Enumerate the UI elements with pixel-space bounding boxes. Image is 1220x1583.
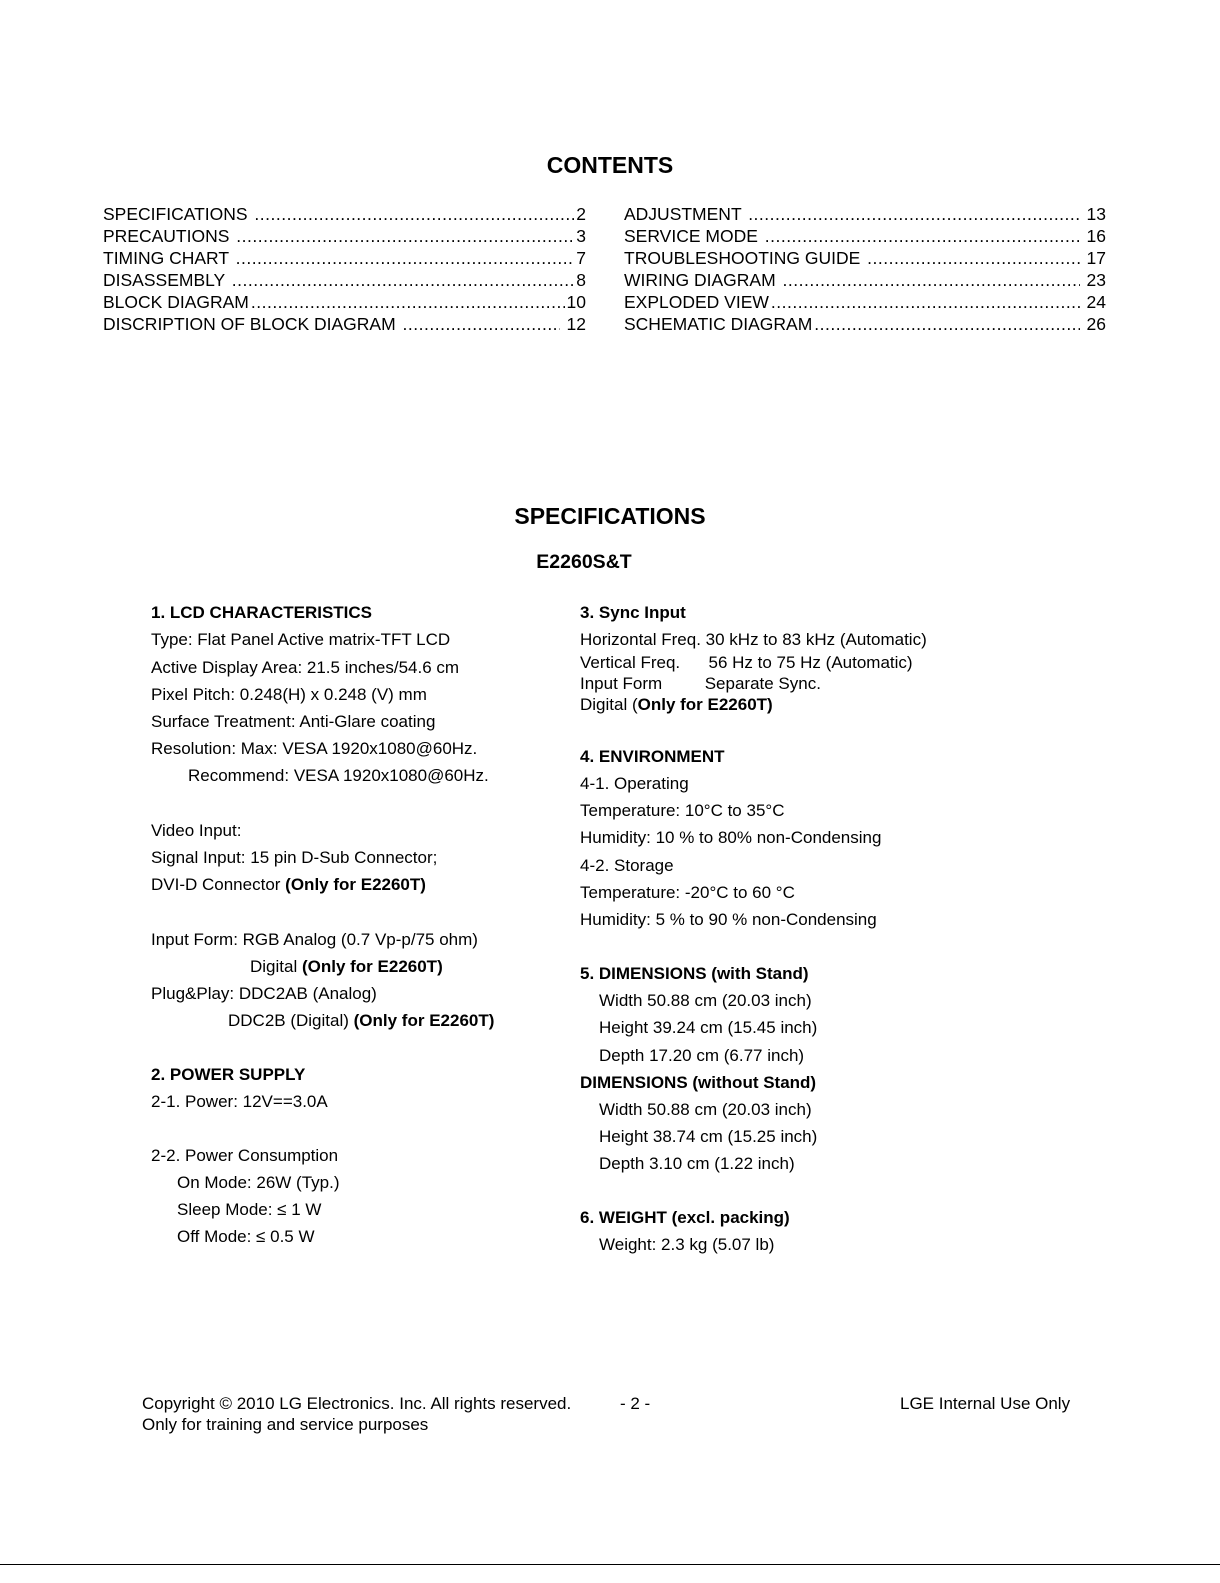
toc-label: DISASSEMBLY [103,270,230,290]
toc-label: ADJUSTMENT [624,204,747,224]
spec-line [228,1010,494,1032]
spec-line: On Mode: 26W (Typ.) [177,1173,340,1192]
spec-line: Horizontal Freq. 30 kHz to 83 kHz (Automatic) [580,630,927,649]
toc-item[interactable] [103,313,586,335]
toc-page: 16 [1081,226,1106,246]
toc-label: TROUBLESHOOTING GUIDE [624,248,866,268]
section-heading: 3. Sync Input [580,603,686,622]
spec-line: Active Display Area: 21.5 inches/54.6 cm [151,658,460,677]
toc-label: WIRING DIAGRAM [624,270,781,290]
toc-leader [403,313,560,335]
toc-item[interactable] [624,203,1106,225]
spec-line: Input Form: RGB Analog (0.7 Vp-p/75 ohm) [151,930,478,949]
purpose-text: Only for training and service purposes [142,1415,429,1434]
spec-line: Plug&Play: DDC2AB (Analog) [151,984,377,1003]
section-heading: 4. ENVIRONMENT [580,747,725,766]
toc-item[interactable] [103,269,586,291]
toc-page: 12 [561,314,586,334]
spec-line: Pixel Pitch: 0.248(H) x 0.248 (V) mm [151,685,427,704]
spec-line: Width 50.88 cm (20.03 inch) [599,991,812,1010]
toc-page: 3 [576,226,586,246]
spec-line: Recommend: VESA 1920x1080@60Hz. [188,766,489,785]
toc-page: 7 [576,248,586,268]
toc-leader [867,247,1080,269]
toc-item[interactable] [103,247,586,269]
toc-label: SPECIFICATIONS [103,204,253,224]
section-heading: 5. DIMENSIONS (with Stand) [580,964,809,983]
spec-line: Height 38.74 cm (15.25 inch) [599,1127,818,1146]
toc-label: PRECAUTIONS [103,226,235,246]
toc-leader [236,247,575,269]
toc-page: 17 [1081,248,1106,268]
spec-line: 2-1. Power: 12V==3.0A [151,1092,328,1111]
section-heading: 2. POWER SUPPLY [151,1065,306,1084]
section-heading: DIMENSIONS (without Stand) [580,1073,817,1092]
spec-text: DDC2B (Digital) [228,1011,354,1030]
bottom-divider [0,1564,1220,1565]
toc-item[interactable] [103,291,586,313]
spec-line: Input Form Separate Sync. [580,674,821,693]
toc-leader [783,269,1080,291]
toc-page: 26 [1081,314,1106,334]
spec-line: Off Mode: ≤ 0.5 W [177,1227,315,1246]
spec-line: Video Input: [151,821,242,840]
spec-line: Humidity: 5 % to 90 % non-Condensing [580,910,877,929]
spec-line: Resolution: Max: VESA 1920x1080@60Hz. [151,739,478,758]
spec-line: 4-2. Storage [580,856,674,875]
spec-line: Type: Flat Panel Active matrix-TFT LCD [151,630,451,649]
toc-label: BLOCK DIAGRAM [103,292,249,312]
toc-item[interactable] [103,203,586,225]
toc-label: TIMING CHART [103,248,234,268]
spec-line: Surface Treatment: Anti-Glare coating [151,712,436,731]
spec-line: Vertical Freq. 56 Hz to 75 Hz (Automatic) [580,653,913,672]
internal-use-text: LGE Internal Use Only [900,1394,1071,1413]
spec-text: Digital ( [580,695,638,714]
toc-leader [254,203,574,225]
toc-item[interactable] [103,225,586,247]
specifications-title: SPECIFICATIONS [514,503,706,529]
toc-leader [814,313,1079,335]
toc-leader [236,225,574,247]
toc-leader [748,203,1079,225]
model-name: E2260S&T [536,551,632,573]
spec-line: Height 39.24 cm (15.45 inch) [599,1018,818,1037]
spec-line [151,874,426,896]
copyright-text: Copyright © 2010 LG Electronics. Inc. All rights reserved. [142,1394,572,1413]
toc-page: 13 [1081,204,1106,224]
spec-line: Sleep Mode: ≤ 1 W [177,1200,322,1219]
spec-line: 2-2. Power Consumption [151,1146,339,1165]
toc-item[interactable] [624,291,1106,313]
toc-label: EXPLODED VIEW [624,292,769,312]
spec-line: Depth 17.20 cm (6.77 inch) [599,1046,805,1065]
spec-line: 4-1. Operating [580,774,689,793]
toc-page: 24 [1081,292,1106,312]
toc-leader [251,291,565,313]
toc-label: SERVICE MODE [624,226,763,246]
section-heading: 1. LCD CHARACTERISTICS [151,603,373,622]
toc-page: 2 [576,204,586,224]
spec-line: Weight: 2.3 kg (5.07 lb) [599,1235,775,1254]
spec-line: Temperature: -20°C to 60 °C [580,883,795,902]
toc-page: 23 [1081,270,1106,290]
toc-label: DISCRIPTION OF BLOCK DIAGRAM [103,314,401,334]
toc-label: SCHEMATIC DIAGRAM [624,314,813,334]
spec-line: Width 50.88 cm (20.03 inch) [599,1100,812,1119]
toc-item[interactable] [624,313,1106,335]
spec-line: Signal Input: 15 pin D-Sub Connector; [151,848,438,867]
page-number: - 2 - [620,1394,651,1413]
toc-leader [232,269,575,291]
contents-title: CONTENTS [546,152,674,178]
spec-line: Humidity: 10 % to 80% non-Condensing [580,828,882,847]
toc-page: 8 [576,270,586,290]
spec-note: (Only for E2260T) [285,875,426,894]
toc-item[interactable] [624,269,1106,291]
spec-line [250,956,443,978]
toc-leader [771,291,1080,313]
spec-note: (Only for E2260T) [301,957,443,976]
spec-note: Only for E2260T) [637,695,773,714]
spec-note: (Only for E2260T) [353,1011,495,1030]
spec-line [580,694,773,716]
spec-line: Depth 3.10 cm (1.22 inch) [599,1154,795,1173]
section-heading: 6. WEIGHT (excl. packing) [580,1208,790,1227]
toc-item[interactable] [624,225,1106,247]
spec-text: Digital [250,957,302,976]
spec-text: DVI-D Connector [151,875,286,894]
spec-line: Temperature: 10°C to 35°C [580,801,785,820]
toc-leader [765,225,1080,247]
toc-item[interactable] [624,247,1106,269]
toc-page: 10 [566,292,586,312]
